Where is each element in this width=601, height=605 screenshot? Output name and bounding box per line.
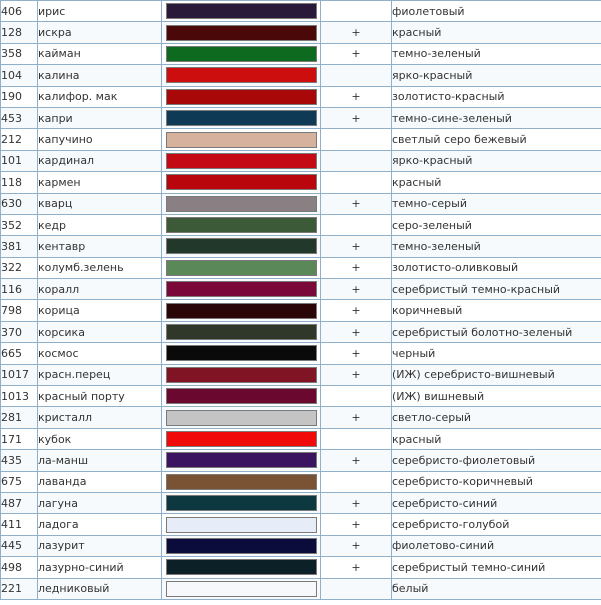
color-swatch: [166, 559, 317, 575]
color-name: корсика: [38, 321, 162, 342]
table-row: [1, 107, 601, 128]
color-name: лаванда: [38, 471, 162, 492]
color-swatch: [166, 388, 317, 404]
color-description: черный: [392, 343, 601, 364]
color-swatch: [166, 25, 317, 41]
metallic-mark: [321, 386, 392, 407]
color-name: кайман: [38, 43, 162, 64]
color-code: 370: [1, 321, 38, 342]
table-row: [1, 129, 601, 150]
swatch-cell: [162, 557, 321, 578]
color-name: ла-манш: [38, 450, 162, 471]
color-code: 190: [1, 86, 38, 107]
color-code: 1013: [1, 386, 38, 407]
table-row: [1, 407, 601, 428]
metallic-mark: +: [321, 343, 392, 364]
swatch-cell: [162, 129, 321, 150]
metallic-mark: [321, 428, 392, 449]
table-row: [1, 279, 601, 300]
color-code: 358: [1, 43, 38, 64]
swatch-cell: [162, 450, 321, 471]
color-description: серебристый темно-красный: [392, 279, 601, 300]
color-code: 171: [1, 428, 38, 449]
metallic-mark: +: [321, 86, 392, 107]
swatch-cell: [162, 300, 321, 321]
table-row: [1, 535, 601, 556]
color-code: 435: [1, 450, 38, 471]
color-description: фиолетово-синий: [392, 535, 601, 556]
swatch-cell: [162, 279, 321, 300]
color-swatch: [166, 345, 317, 361]
metallic-mark: +: [321, 43, 392, 64]
color-swatch: [166, 238, 317, 254]
color-swatch: [166, 410, 317, 426]
swatch-cell: [162, 193, 321, 214]
color-swatch: [166, 538, 317, 554]
color-name: корица: [38, 300, 162, 321]
color-description: серебристый болотно-зеленый: [392, 321, 601, 342]
swatch-cell: [162, 578, 321, 599]
swatch-cell: [162, 65, 321, 86]
color-description: фиолетовый: [392, 1, 601, 22]
color-name: лазурно-синий: [38, 557, 162, 578]
metallic-mark: +: [321, 492, 392, 513]
swatch-cell: [162, 86, 321, 107]
color-swatch: [166, 110, 317, 126]
color-name: кардинал: [38, 150, 162, 171]
metallic-mark: [321, 471, 392, 492]
color-description: серо-зеленый: [392, 214, 601, 235]
color-description: темно-зеленый: [392, 43, 601, 64]
table-row: [1, 65, 601, 86]
metallic-mark: +: [321, 514, 392, 535]
table-row: [1, 193, 601, 214]
color-code: 1017: [1, 364, 38, 385]
color-description: светло-серый: [392, 407, 601, 428]
color-name: кедр: [38, 214, 162, 235]
swatch-cell: [162, 321, 321, 342]
swatch-cell: [162, 150, 321, 171]
table-row: [1, 557, 601, 578]
metallic-mark: +: [321, 279, 392, 300]
color-code: 453: [1, 107, 38, 128]
metallic-mark: [321, 1, 392, 22]
swatch-cell: [162, 492, 321, 513]
color-code: 406: [1, 1, 38, 22]
swatch-cell: [162, 407, 321, 428]
color-description: серебристый темно-синий: [392, 557, 601, 578]
color-name: кармен: [38, 172, 162, 193]
color-code: 118: [1, 172, 38, 193]
metallic-mark: +: [321, 407, 392, 428]
table-row: [1, 471, 601, 492]
swatch-cell: [162, 514, 321, 535]
swatch-cell: [162, 107, 321, 128]
color-code: 128: [1, 22, 38, 43]
color-description: ярко-красный: [392, 150, 601, 171]
color-description: красный: [392, 428, 601, 449]
table-row: [1, 578, 601, 599]
swatch-cell: [162, 364, 321, 385]
color-name: искра: [38, 22, 162, 43]
table-row: [1, 428, 601, 449]
color-name: ирис: [38, 1, 162, 22]
swatch-cell: [162, 257, 321, 278]
table-row: [1, 172, 601, 193]
table-row: [1, 257, 601, 278]
color-code: 221: [1, 578, 38, 599]
color-code: 487: [1, 492, 38, 513]
metallic-mark: [321, 214, 392, 235]
metallic-mark: +: [321, 450, 392, 471]
metallic-mark: +: [321, 193, 392, 214]
table-row: [1, 1, 601, 22]
table-row: [1, 86, 601, 107]
color-code: 675: [1, 471, 38, 492]
color-description: серебристо-голубой: [392, 514, 601, 535]
color-code: 445: [1, 535, 38, 556]
color-description: темно-сине-зеленый: [392, 107, 601, 128]
color-name: капри: [38, 107, 162, 128]
table-row: [1, 43, 601, 64]
swatch-cell: [162, 471, 321, 492]
table-row: [1, 514, 601, 535]
color-code: 411: [1, 514, 38, 535]
table-row: [1, 321, 601, 342]
color-description: серебристо-синий: [392, 492, 601, 513]
metallic-mark: +: [321, 535, 392, 556]
swatch-cell: [162, 1, 321, 22]
swatch-cell: [162, 214, 321, 235]
swatch-cell: [162, 22, 321, 43]
color-code: 665: [1, 343, 38, 364]
table-row: [1, 214, 601, 235]
table-row: [1, 236, 601, 257]
color-name: ладога: [38, 514, 162, 535]
metallic-mark: [321, 172, 392, 193]
table-row: [1, 450, 601, 471]
metallic-mark: [321, 129, 392, 150]
color-description: красный: [392, 22, 601, 43]
table-row: [1, 150, 601, 171]
color-swatch: [166, 495, 317, 511]
color-name: лазурит: [38, 535, 162, 556]
color-code: 281: [1, 407, 38, 428]
color-swatch: [166, 67, 317, 83]
color-description: светлый серо бежевый: [392, 129, 601, 150]
color-description: белый: [392, 578, 601, 599]
color-code: 101: [1, 150, 38, 171]
color-description: темно-зеленый: [392, 236, 601, 257]
color-name: красный порту: [38, 386, 162, 407]
color-name: калифор. мак: [38, 86, 162, 107]
metallic-mark: +: [321, 22, 392, 43]
color-description: красный: [392, 172, 601, 193]
color-swatch: [166, 174, 317, 190]
color-description: (ИЖ) вишневый: [392, 386, 601, 407]
color-swatch: [166, 153, 317, 169]
color-swatch: [166, 452, 317, 468]
color-name: капучино: [38, 129, 162, 150]
color-swatch: [166, 281, 317, 297]
color-swatch: [166, 517, 317, 533]
table-row: [1, 492, 601, 513]
color-name: кристалл: [38, 407, 162, 428]
color-description: золотисто-красный: [392, 86, 601, 107]
color-swatch: [166, 260, 317, 276]
color-swatch: [166, 303, 317, 319]
swatch-cell: [162, 428, 321, 449]
metallic-mark: +: [321, 107, 392, 128]
color-name: лагуна: [38, 492, 162, 513]
color-name: космос: [38, 343, 162, 364]
color-code: 322: [1, 257, 38, 278]
swatch-cell: [162, 386, 321, 407]
table-row: [1, 343, 601, 364]
color-name: кварц: [38, 193, 162, 214]
table-row: [1, 300, 601, 321]
color-name: красн.перец: [38, 364, 162, 385]
color-name: кентавр: [38, 236, 162, 257]
metallic-mark: +: [321, 364, 392, 385]
color-name: колумб.зелень: [38, 257, 162, 278]
color-name: коралл: [38, 279, 162, 300]
color-name: кубок: [38, 428, 162, 449]
color-swatch: [166, 132, 317, 148]
color-code: 630: [1, 193, 38, 214]
color-description: серебристо-коричневый: [392, 471, 601, 492]
table-row: [1, 386, 601, 407]
color-swatch: [166, 89, 317, 105]
color-code: 381: [1, 236, 38, 257]
color-swatch: [166, 217, 317, 233]
metallic-mark: +: [321, 300, 392, 321]
color-description: коричневый: [392, 300, 601, 321]
color-swatch: [166, 367, 317, 383]
metallic-mark: [321, 65, 392, 86]
color-code: 798: [1, 300, 38, 321]
metallic-mark: +: [321, 236, 392, 257]
color-swatch: [166, 46, 317, 62]
metallic-mark: +: [321, 557, 392, 578]
color-code: 116: [1, 279, 38, 300]
swatch-cell: [162, 43, 321, 64]
color-name: калина: [38, 65, 162, 86]
color-description: темно-серый: [392, 193, 601, 214]
swatch-cell: [162, 535, 321, 556]
color-swatch: [166, 3, 317, 19]
color-code: 498: [1, 557, 38, 578]
color-code: 352: [1, 214, 38, 235]
table-row: [1, 364, 601, 385]
color-code: 212: [1, 129, 38, 150]
color-swatch: [166, 431, 317, 447]
metallic-mark: [321, 150, 392, 171]
color-swatch: [166, 474, 317, 490]
color-description: серебристо-фиолетовый: [392, 450, 601, 471]
table-row: [1, 22, 601, 43]
color-name: ледниковый: [38, 578, 162, 599]
color-code: 104: [1, 65, 38, 86]
metallic-mark: +: [321, 321, 392, 342]
color-table-body: [1, 1, 601, 600]
color-swatch: [166, 324, 317, 340]
swatch-cell: [162, 172, 321, 193]
metallic-mark: +: [321, 257, 392, 278]
color-description: (ИЖ) серебристо-вишневый: [392, 364, 601, 385]
swatch-cell: [162, 236, 321, 257]
swatch-cell: [162, 343, 321, 364]
metallic-mark: [321, 578, 392, 599]
color-description: золотисто-оливковый: [392, 257, 601, 278]
color-swatch: [166, 581, 317, 597]
color-swatch: [166, 196, 317, 212]
color-description: ярко-красный: [392, 65, 601, 86]
